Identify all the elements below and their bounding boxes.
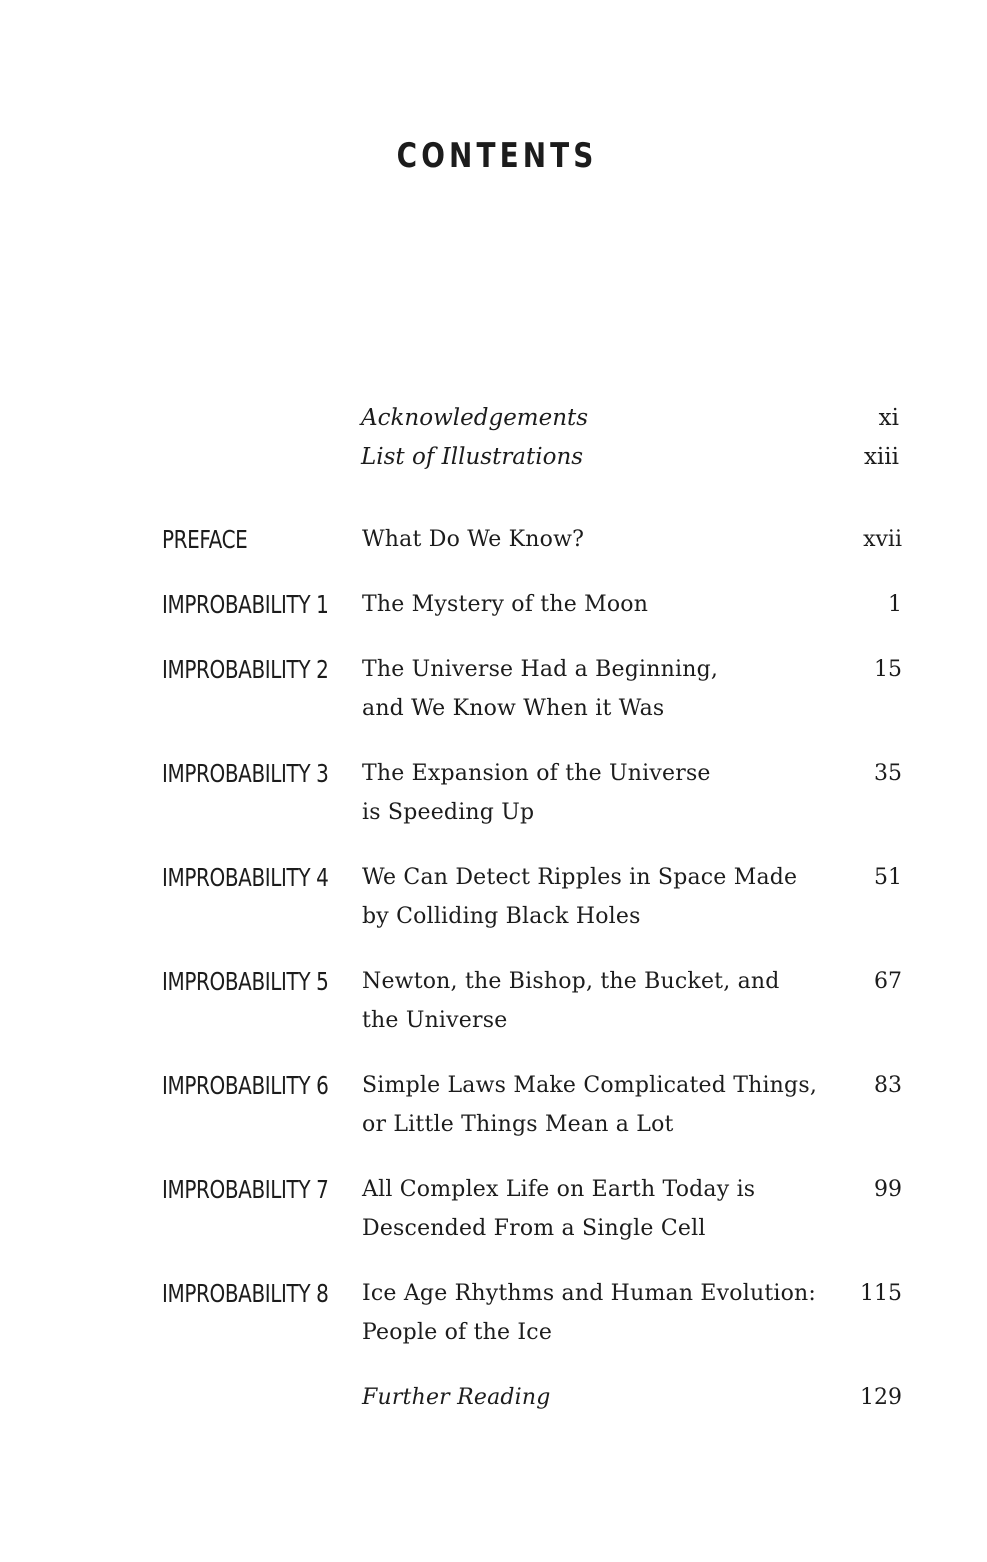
toc-entry-title-line: and We Know When it Was <box>362 696 665 721</box>
front-matter-list <box>361 405 899 483</box>
toc-entry-page: 15 <box>874 657 902 682</box>
toc-entry-title-line: Descended From a Single Cell <box>362 1216 706 1241</box>
toc-entry-title-line: What Do We Know? <box>362 527 585 552</box>
toc-entry[interactable] <box>162 1170 902 1248</box>
toc-entry-title-line: People of the Ice <box>362 1320 553 1345</box>
toc-entry-page: 51 <box>874 865 902 890</box>
toc-entry-label: IMPROBABILITY 4 <box>162 863 329 892</box>
toc-entry-title <box>362 754 832 832</box>
front-matter-item[interactable] <box>361 405 899 444</box>
toc-entry-label: IMPROBABILITY 3 <box>162 759 329 788</box>
toc-entry-title <box>362 858 832 936</box>
toc-entry-page: 67 <box>874 969 902 994</box>
toc-entry[interactable] <box>162 1274 902 1352</box>
toc-entry-title <box>362 520 832 559</box>
toc-entry-label: IMPROBABILITY 5 <box>162 967 329 996</box>
toc-entry-page: 35 <box>874 761 902 786</box>
toc-entry[interactable] <box>162 650 902 728</box>
toc-entry-page: xvii <box>863 527 902 552</box>
toc-entry-label: IMPROBABILITY 1 <box>162 590 329 619</box>
toc-entry-title-line: We Can Detect Ripples in Space Made <box>362 865 798 890</box>
toc-entry-title <box>362 1274 832 1352</box>
toc-entries <box>162 520 902 1443</box>
toc-entry-title <box>362 962 832 1040</box>
toc-entry-label: IMPROBABILITY 6 <box>162 1071 329 1100</box>
toc-entry-title <box>362 585 832 624</box>
page-title: CONTENTS <box>396 136 598 176</box>
toc-entry-title <box>362 1170 832 1248</box>
toc-entry-page: 83 <box>874 1073 902 1098</box>
toc-entry-label: PREFACE <box>162 525 248 554</box>
front-matter-page: xiii <box>863 444 899 470</box>
toc-entry-page: 129 <box>860 1385 902 1410</box>
toc-entry-title-line: Further Reading <box>362 1385 551 1410</box>
front-matter-page: xi <box>878 405 899 431</box>
toc-entry-title <box>362 650 832 728</box>
toc-entry-title-line: or Little Things Mean a Lot <box>362 1112 674 1137</box>
toc-entry[interactable] <box>162 520 902 559</box>
toc-entry-title-line: the Universe <box>362 1008 508 1033</box>
toc-entry-page: 115 <box>860 1281 902 1306</box>
toc-entry-title-line: Simple Laws Make Complicated Things, <box>362 1073 818 1098</box>
toc-entry[interactable] <box>162 585 902 624</box>
toc-entry-title-line: is Speeding Up <box>362 800 535 825</box>
toc-entry-title-line: The Mystery of the Moon <box>362 592 649 617</box>
toc-entry-title-line: by Colliding Black Holes <box>362 904 641 929</box>
toc-entry[interactable] <box>162 858 902 936</box>
front-matter-title: List of Illustrations <box>361 444 584 470</box>
toc-entry-page: 99 <box>874 1177 902 1202</box>
toc-entry-title-line: The Expansion of the Universe <box>362 761 711 786</box>
toc-entry-page: 1 <box>888 592 902 617</box>
toc-entry-label: IMPROBABILITY 7 <box>162 1175 329 1204</box>
front-matter-title: Acknowledgements <box>361 405 589 431</box>
front-matter-item[interactable] <box>361 444 899 483</box>
toc-entry-title-line: Newton, the Bishop, the Bucket, and <box>362 969 780 994</box>
toc-entry-label: IMPROBABILITY 8 <box>162 1279 329 1308</box>
toc-entry[interactable] <box>162 962 902 1040</box>
toc-entry[interactable] <box>162 1066 902 1144</box>
toc-entry-title-line: Ice Age Rhythms and Human Evolution: <box>362 1281 817 1306</box>
toc-entry-label: IMPROBABILITY 2 <box>162 655 329 684</box>
toc-entry-title <box>362 1066 832 1144</box>
toc-entry[interactable] <box>162 754 902 832</box>
toc-entry[interactable] <box>162 1378 902 1417</box>
toc-entry-title-line: The Universe Had a Beginning, <box>362 657 719 682</box>
toc-entry-title-line: All Complex Life on Earth Today is <box>362 1177 756 1202</box>
toc-entry-title <box>362 1378 832 1417</box>
